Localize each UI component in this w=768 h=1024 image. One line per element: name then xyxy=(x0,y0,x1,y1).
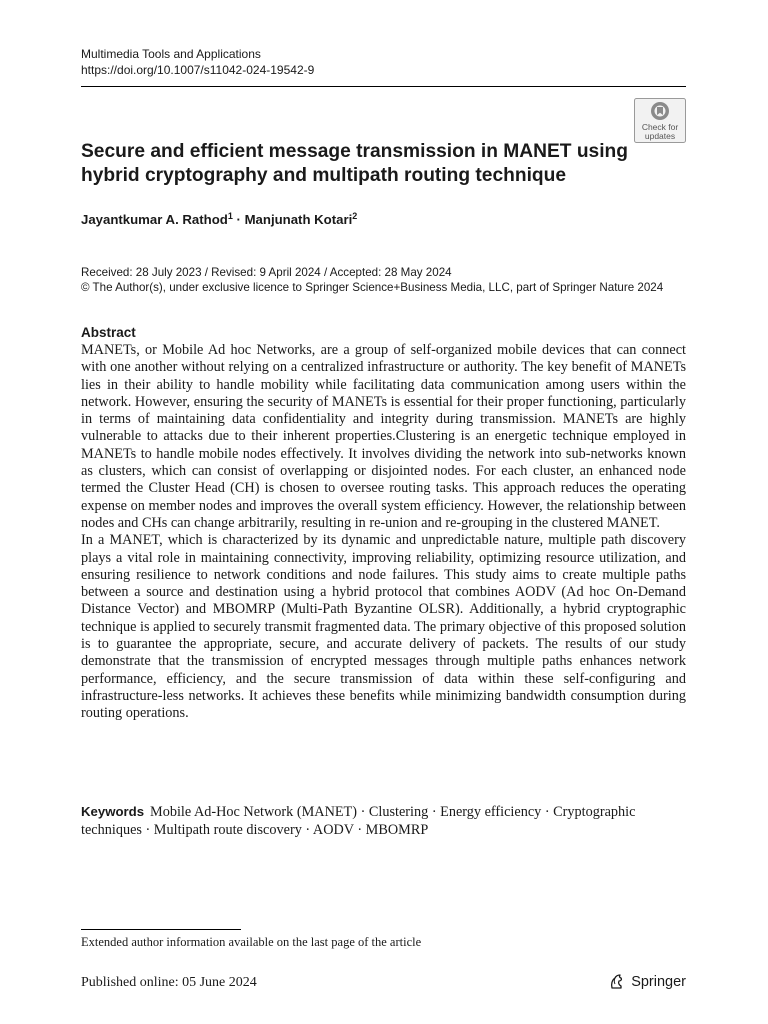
badge-line2: updates xyxy=(644,131,676,141)
abstract-paragraph: In a MANET, which is characterized by its dynamic and unpredictable nature, multiple path discovery plays a vital role in maintaining connectivity, improving reliability, optimizing resource utilization, and ensuring resilience to network conditions and node failures. This study aims to create multiple paths between a source and destination using a hybrid protocol that combines AODV (Ad hoc On-Demand Distance Vector) and MBOMRP (Multi-Path Byzantine OLSR). Additionally, a hybrid cryptographic technique is applied to securely transmit fragmented data. The primary objective of this proposed solution is to guarantee the appropriate, secure, and accurate delivery of packets. The results of our study demonstrate that the transmission of encrypted messages through multiple paths enhances network performance, efficiency, and the secure transmission of data within these self-configuring and infrastructure-less networks. It achieves these benefits while minimizing bandwidth consumption during routing operations. xyxy=(81,532,686,722)
abstract-paragraph: MANETs, or Mobile Ad hoc Networks, are a group of self-organized mobile devices that can connect with one another without relying on a centralized infrastructure or authority. The key benefit of MANETs lies in their ability to handle mobility while facilitating data communication among users within the network. However, ensuring the security of MANETs is essential for their proper functioning, particularly in terms of maintaining data confidentiality and integrity during transmission. MANETs are highly vulnerable to attacks due to their inherent properties.Clustering is an energetic technique employed in MANETs to handle mobile nodes effectively. It involves dividing the network into sub-networks known as clusters, which can consist of overlapping or disjointed nodes. For each cluster, an enhanced node termed the Cluster Head (CH) is chosen to oversee routing tasks. This approach reduces the operating expense on member nodes and improves the overall system efficiency. However, the relationship between nodes and CHs can change arbitrarily, resulting in re-union and re-grouping in the clustered MANET. xyxy=(81,342,686,531)
author-info-footnote: Extended author information available on the last page of the article xyxy=(81,935,422,949)
keywords-label: Keywords xyxy=(81,804,145,819)
journal-name: Multimedia Tools and Applications xyxy=(81,47,261,61)
copyright-notice: © The Author(s), under exclusive licence to Springer Science+Business Media, LLC, part of Springer Nature 2024 xyxy=(81,281,664,294)
keywords-section xyxy=(81,803,686,839)
affiliation-marker: 2 xyxy=(352,211,358,221)
author-name[interactable]: Jayantkumar A. Rathod xyxy=(81,212,228,227)
author-list xyxy=(81,211,357,227)
springer-horse-icon xyxy=(608,973,626,991)
journal-header xyxy=(81,47,314,78)
published-date: Published online: 05 June 2024 xyxy=(81,975,257,990)
check-for-updates-badge[interactable] xyxy=(634,98,686,143)
doi-link[interactable]: https://doi.org/10.1007/s11042-024-19542-9 xyxy=(81,62,315,77)
footnote-rule xyxy=(81,929,241,930)
header-rule xyxy=(81,86,686,87)
author-separator: · xyxy=(232,212,245,227)
paper-title: Secure and efficient message transmission in MANET using hybrid cryptography and multipath routing technique xyxy=(81,141,628,186)
bookmark-ring-icon xyxy=(651,102,669,120)
affiliation-marker: 1 xyxy=(227,211,233,221)
badge-line1: Check for xyxy=(641,122,679,132)
springer-logo xyxy=(608,973,686,991)
history-dates: Received: 28 July 2023 / Revised: 9 April 2024 / Accepted: 28 May 2024 xyxy=(81,266,452,279)
author-name[interactable]: Manjunath Kotari xyxy=(244,212,353,227)
article-history xyxy=(81,265,663,295)
keywords-list: Mobile Ad-Hoc Network (MANET) · Clustering · Energy efficiency · Cryptographic techniques · Multipath route discovery · AODV · MBOMRP xyxy=(81,804,636,838)
abstract-body xyxy=(81,342,686,723)
publisher-name: Springer xyxy=(631,974,686,990)
abstract-heading: Abstract xyxy=(81,325,136,340)
